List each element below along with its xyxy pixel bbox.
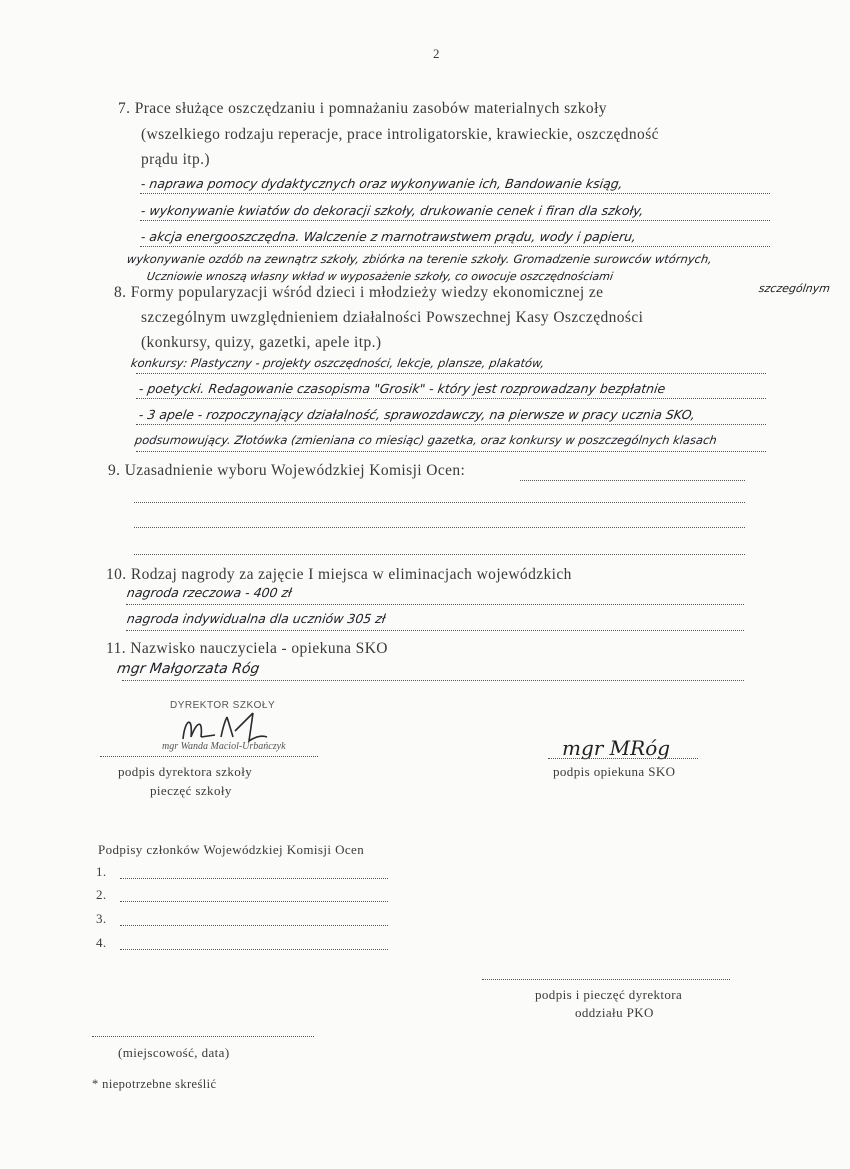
committee-signature-line[interactable] <box>120 925 388 926</box>
section-8-line-2: szczególnym uwzględnieniem działalności Powszechnej Kasy Oszczędności <box>141 309 644 326</box>
committee-signature-line[interactable] <box>120 901 388 902</box>
section-8-answer: konkursy: Plastyczny - projekty oszczędności, lekcje, plansze, plakatów, <box>130 356 546 370</box>
pko-label-line-1: podpis i pieczęć dyrektora <box>535 987 683 1002</box>
section-8-answer: podsumowujący. Złotówka (zmieniana co miesiąc) gazetka, oraz konkursy w poszczególnych klasach <box>134 433 718 447</box>
committee-signature-line[interactable] <box>120 878 388 879</box>
section-10-label: 10. Rodzaj nagrody za zajęcie I miejsca w eliminacjach wojewódzkich <box>106 566 572 583</box>
committee-signature-line[interactable] <box>120 949 388 950</box>
section-8-answer: - poetycki. Redagowanie czasopisma "Grosik" - który jest rozprowadzany bezpłatnie <box>138 381 667 396</box>
committee-number: 3. <box>96 911 107 926</box>
sko-signature: mgr MRóg <box>562 736 671 760</box>
section-7-line-2: (wszelkiego rodzaju reperacje, prace introligatorskie, krawieckie, oszczędność <box>141 126 659 143</box>
section-7-line-3: prądu itp.) <box>141 151 210 168</box>
section-11-answer: mgr Małgorzata Róg <box>116 661 261 677</box>
section-8-hand-note: szczególnym <box>758 282 831 295</box>
answer-line <box>140 246 770 247</box>
committee-number: 1. <box>96 864 107 879</box>
answer-line <box>136 373 766 374</box>
answer-line <box>140 220 770 221</box>
signature-line <box>548 758 698 759</box>
section-7-answer: - naprawa pomocy dydaktycznych oraz wykonywanie ich, Bandowanie ksiąg, <box>140 176 624 191</box>
section-7-answer: wykonywanie ozdób na zewnątrz szkoły, zbiórka na terenie szkoły. Gromadzenie surowców wtórnych, <box>126 252 713 266</box>
place-date-label: (miejscowość, data) <box>118 1045 230 1060</box>
director-signature-label: podpis dyrektora szkoły <box>118 764 253 779</box>
section-10-answer: nagroda indywidualna dla uczniów 305 zł <box>126 611 387 626</box>
page-number: 2 <box>433 46 440 61</box>
answer-line <box>136 451 766 452</box>
footnote: * niepotrzebne skreślić <box>92 1077 217 1091</box>
section-7-answer: - akcja energooszczędna. Walczenie z marnotrawstwem prądu, wody i papieru, <box>140 229 638 244</box>
sko-signature-label: podpis opiekuna SKO <box>553 764 676 779</box>
signature-line <box>100 756 318 757</box>
section-8-line-3: (konkursy, quizy, gazetki, apele itp.) <box>141 334 382 351</box>
section-9-label: 9. Uzasadnienie wyboru Wojewódzkiej Komisji Ocen: <box>108 462 466 479</box>
committee-number: 2. <box>96 887 107 902</box>
answer-line[interactable] <box>520 480 745 481</box>
section-7-answer: Uczniowie wnoszą własny wkład w wyposażenie szkoły, co owocuje oszczędnościami <box>146 270 614 283</box>
answer-line[interactable] <box>134 502 745 503</box>
school-stamp-label: pieczęć szkoły <box>150 783 232 798</box>
section-11-label: 11. Nazwisko nauczyciela - opiekuna SKO <box>106 640 388 657</box>
pko-signature-line[interactable] <box>482 979 730 980</box>
director-stamp-name: mgr Wanda Maciol-Urbańczyk <box>162 741 286 752</box>
answer-line <box>126 630 744 631</box>
answer-line <box>126 604 744 605</box>
section-10-answer: nagroda rzeczowa - 400 zł <box>126 585 293 600</box>
section-8-line-1: 8. Formy popularyzacji wśród dzieci i młodzieży wiedzy ekonomicznej ze <box>114 284 604 301</box>
answer-line <box>122 680 744 681</box>
committee-title: Podpisy członków Wojewódzkiej Komisji Ocen <box>98 842 365 857</box>
answer-line <box>136 398 766 399</box>
section-7-answer: - wykonywanie kwiatów do dekoracji szkoły, drukowanie cenek i firan dla szkoły, <box>140 203 645 218</box>
committee-number: 4. <box>96 935 107 950</box>
section-7-line-1: 7. Prace służące oszczędzaniu i pomnażaniu zasobów materialnych szkoły <box>118 100 607 117</box>
director-stamp-title: DYREKTOR SZKOŁY <box>170 700 276 711</box>
answer-line[interactable] <box>134 554 745 555</box>
answer-line <box>136 424 766 425</box>
answer-line[interactable] <box>134 527 745 528</box>
place-date-line[interactable] <box>92 1036 314 1037</box>
section-8-answer: - 3 apele - rozpoczynający działalność, sprawozdawczy, na pierwsze w pracy ucznia SKO, <box>138 407 697 422</box>
pko-label-line-2: oddziału PKO <box>575 1005 654 1020</box>
answer-line <box>140 193 770 194</box>
